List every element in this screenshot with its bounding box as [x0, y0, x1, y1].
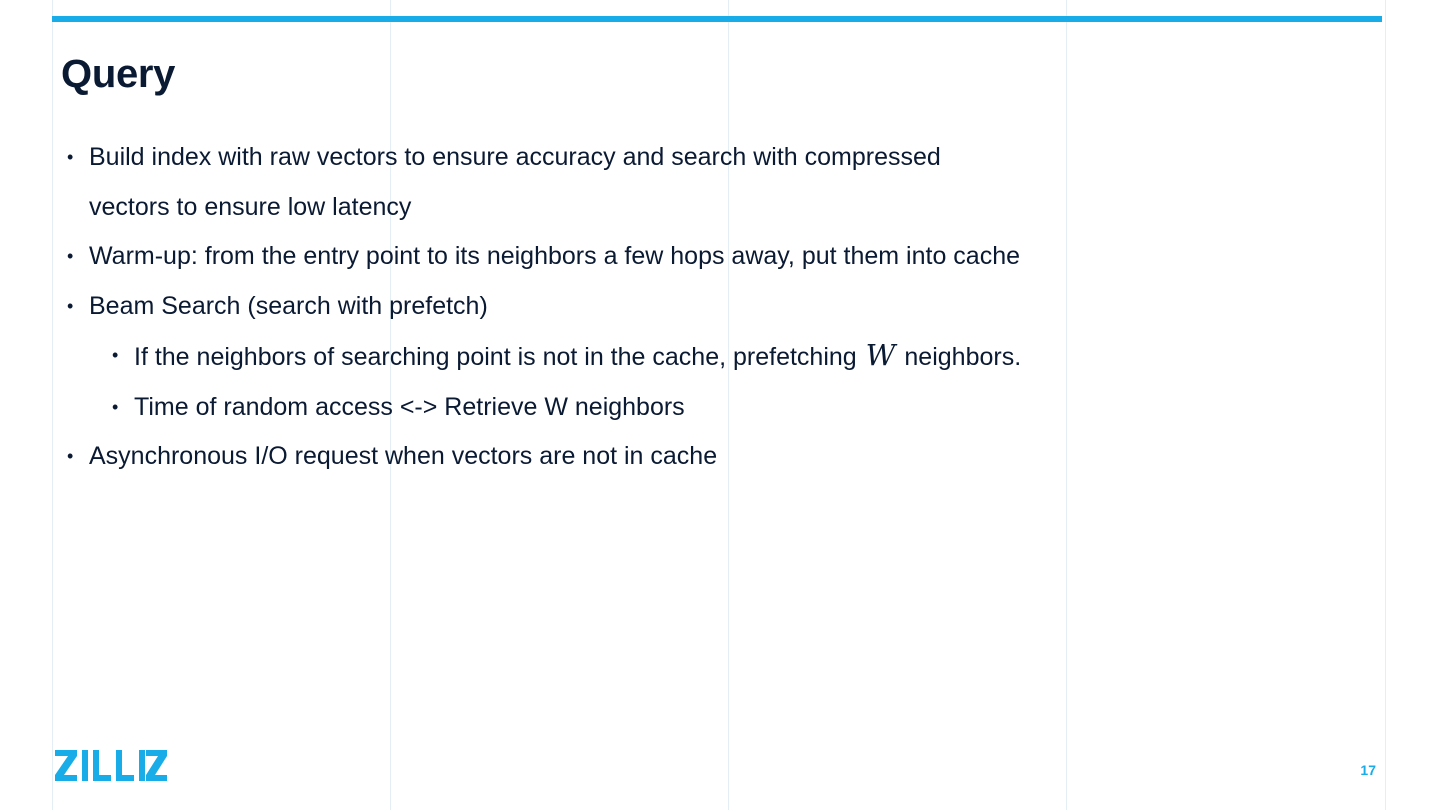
bullet-list — [0, 133, 1100, 482]
bullet-dot: • — [112, 345, 119, 365]
bullet-item — [0, 133, 1024, 232]
math-variable: W — [865, 338, 896, 372]
bullet-dot: • — [67, 446, 74, 466]
bullet-text: Asynchronous I/O request when vectors are not in cache — [89, 442, 718, 470]
bullet-text: Time of random access <-> Retrieve W neighbors — [134, 392, 685, 421]
slide-title: Query — [61, 52, 176, 96]
bullet-item — [0, 232, 1024, 282]
bullet-item — [0, 432, 1024, 482]
bullet-text: neighbors. — [904, 343, 1022, 371]
zilliz-logo-icon — [55, 750, 167, 781]
bullet-text: Warm-up: from the entry point to its neighbors a few hops away, put them into cache — [89, 242, 1021, 270]
bullet-dot: • — [67, 147, 74, 167]
bullet-text: Beam Search (search with prefetch) — [89, 291, 488, 320]
bullet-text: If the neighbors of searching point is not in the cache, prefetching — [134, 343, 857, 371]
top-accent-bar — [52, 16, 1382, 22]
sub-bullet-item — [0, 331, 1100, 383]
bullet-dot: • — [112, 396, 119, 417]
bullet-dot: • — [67, 246, 74, 266]
page-number: 17 — [1360, 762, 1376, 778]
bullet-dot: • — [67, 295, 74, 316]
bullet-item — [0, 282, 1024, 332]
grid-line — [1385, 0, 1386, 810]
sub-bullet-item — [0, 383, 1100, 433]
bullet-text: Build index with raw vectors to ensure accuracy and search with compressed vectors to ensure low latency — [89, 143, 941, 221]
